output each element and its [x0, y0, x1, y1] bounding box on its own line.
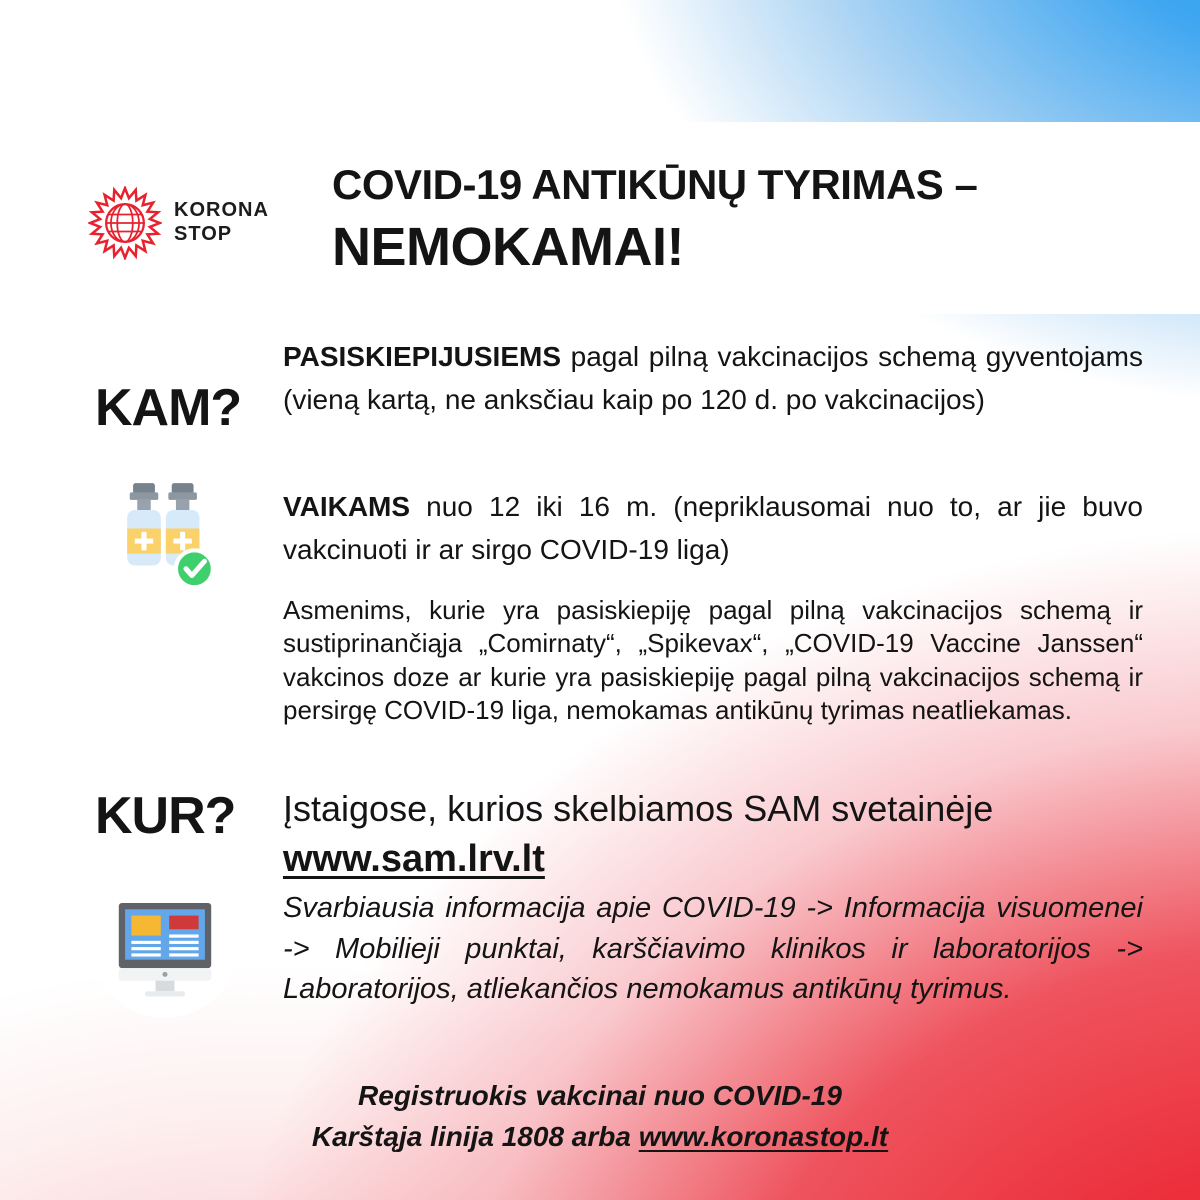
vaccine-vials-glyph [102, 468, 228, 594]
section-label-kam: KAM? [95, 379, 242, 437]
footer [0, 1076, 1200, 1157]
logo-line2: STOP [174, 223, 233, 245]
koronastop-logo [88, 186, 269, 260]
para-vaccinated-lead: PASISKIEPIJUSIEMS [283, 341, 562, 372]
computer-monitor-icon [92, 872, 238, 1018]
check-icon [176, 550, 213, 587]
koronastop-link[interactable]: www.koronastop.lt [638, 1120, 889, 1152]
logo-line1: KORONA [174, 199, 269, 222]
page-title [332, 161, 1152, 277]
title-line2: NEMOKAMAI! [332, 217, 684, 277]
para-vaccinated [283, 336, 1143, 421]
monitor-glyph [102, 882, 228, 1008]
footer-line2 [0, 1117, 1200, 1158]
logo-text [174, 199, 269, 246]
footer-line2-text: Karštąja linija 1808 arba [311, 1120, 639, 1152]
para-children-rest: nuo 12 iki 16 m. (nepriklausomai nuo to, ar jie buvo vakcinuoti ir ar sirgo COVID-19 liga) [283, 491, 1143, 565]
sun-globe-icon [88, 186, 162, 260]
para-children-lead: VAIKAMS [283, 491, 411, 522]
sam-link[interactable]: www.sam.lrv.lt [283, 838, 545, 880]
kur-details: Svarbiausia informacija apie COVID-19 -> Informacija visuomenei -> Mobilieji punktai, karščiavimo klinikos ir laboratorijos -> Laboratorijos, atliekančios nemokamus antikūnų tyrimus. [283, 892, 1143, 1006]
vaccine-vials-icon [92, 458, 238, 604]
para-children [283, 486, 1143, 571]
para-booster-note: Asmenims, kurie yra pasiskiepiję pagal pilną vakcinacijos schemą ir sustiprinančiąja „Comirnaty“, „Spikevax“, „COVID-19 Vaccine Janssen“ vakcinos doze ar kurie yra pasiskiepiję pagal pilną vakcinacijos schemą ir persirgę COVID-19 liga, nemokamas antikūnų tyrimas neatliekamas. [283, 595, 1143, 725]
title-line1: COVID-19 ANTIKŪNŲ TYRIMAS – [332, 161, 978, 208]
footer-line1: Registruokis vakcinai nuo COVID-19 [358, 1080, 842, 1111]
para-vaccinated-rest: pagal pilną vakcinacijos schemą gyventojams (vieną kartą, ne anksčiau kaip po 120 d. po vakcinacijos) [283, 341, 1143, 415]
section-label-kur: KUR? [95, 787, 236, 845]
kur-heading: Įstaigose, kurios skelbiamos SAM svetainėje [283, 788, 994, 829]
